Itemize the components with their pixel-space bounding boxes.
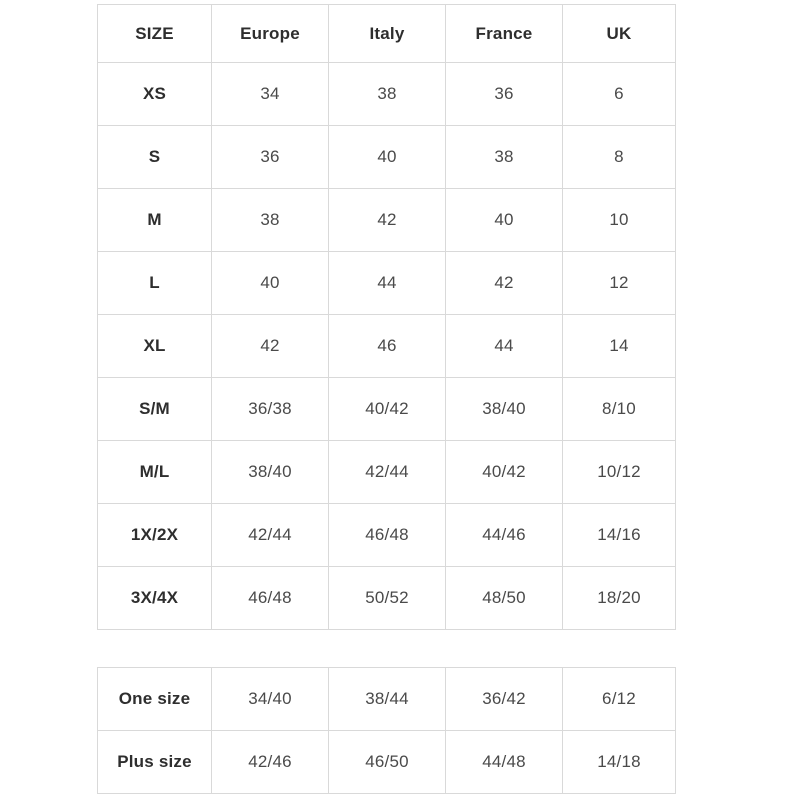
value-cell: 44/46 [446, 504, 563, 567]
value-cell: 44 [446, 315, 563, 378]
value-cell: 38 [212, 189, 329, 252]
value-cell: 38 [446, 126, 563, 189]
column-header-size: SIZE [98, 5, 212, 63]
table-row-1x2x [98, 504, 676, 567]
table-row-plus-size [98, 731, 676, 794]
row-label-cell: S [98, 126, 212, 189]
table-row-m [98, 189, 676, 252]
table-row-one-size [98, 668, 676, 731]
value-cell: 40/42 [446, 441, 563, 504]
row-label-cell: S/M [98, 378, 212, 441]
value-cell: 10 [563, 189, 676, 252]
value-cell: 40 [212, 252, 329, 315]
value-cell: 6/12 [563, 668, 676, 731]
value-cell: 46/50 [329, 731, 446, 794]
value-cell: 38/40 [446, 378, 563, 441]
row-label-cell: XS [98, 63, 212, 126]
value-cell: 42 [329, 189, 446, 252]
row-label-cell: M/L [98, 441, 212, 504]
value-cell: 40 [329, 126, 446, 189]
value-cell: 36 [212, 126, 329, 189]
value-cell: 42/44 [329, 441, 446, 504]
value-cell: 36/38 [212, 378, 329, 441]
value-cell: 50/52 [329, 567, 446, 630]
size-conversion-table [97, 4, 676, 630]
value-cell: 38/44 [329, 668, 446, 731]
header-row [98, 5, 676, 63]
value-cell: 42 [212, 315, 329, 378]
column-header-europe: Europe [212, 5, 329, 63]
table-row-sm [98, 378, 676, 441]
row-label-cell: One size [98, 668, 212, 731]
value-cell: 34 [212, 63, 329, 126]
value-cell: 36/42 [446, 668, 563, 731]
value-cell: 38/40 [212, 441, 329, 504]
column-header-italy: Italy [329, 5, 446, 63]
row-label-cell: Plus size [98, 731, 212, 794]
value-cell: 48/50 [446, 567, 563, 630]
value-cell: 44 [329, 252, 446, 315]
value-cell: 46/48 [329, 504, 446, 567]
value-cell: 44/48 [446, 731, 563, 794]
value-cell: 8 [563, 126, 676, 189]
value-cell: 12 [563, 252, 676, 315]
table-row-xs [98, 63, 676, 126]
special-sizes-table [97, 667, 676, 794]
table-row-l [98, 252, 676, 315]
value-cell: 42 [446, 252, 563, 315]
value-cell: 36 [446, 63, 563, 126]
value-cell: 42/44 [212, 504, 329, 567]
table-row-s [98, 126, 676, 189]
value-cell: 34/40 [212, 668, 329, 731]
value-cell: 14 [563, 315, 676, 378]
row-label-cell: 3X/4X [98, 567, 212, 630]
value-cell: 10/12 [563, 441, 676, 504]
value-cell: 18/20 [563, 567, 676, 630]
column-header-uk: UK [563, 5, 676, 63]
row-label-cell: XL [98, 315, 212, 378]
value-cell: 46/48 [212, 567, 329, 630]
value-cell: 42/46 [212, 731, 329, 794]
value-cell: 40/42 [329, 378, 446, 441]
table-row-3x4x [98, 567, 676, 630]
value-cell: 8/10 [563, 378, 676, 441]
value-cell: 46 [329, 315, 446, 378]
value-cell: 6 [563, 63, 676, 126]
value-cell: 14/16 [563, 504, 676, 567]
value-cell: 38 [329, 63, 446, 126]
table-row-ml [98, 441, 676, 504]
value-cell: 14/18 [563, 731, 676, 794]
row-label-cell: M [98, 189, 212, 252]
column-header-france: France [446, 5, 563, 63]
value-cell: 40 [446, 189, 563, 252]
row-label-cell: 1X/2X [98, 504, 212, 567]
table-row-xl [98, 315, 676, 378]
row-label-cell: L [98, 252, 212, 315]
